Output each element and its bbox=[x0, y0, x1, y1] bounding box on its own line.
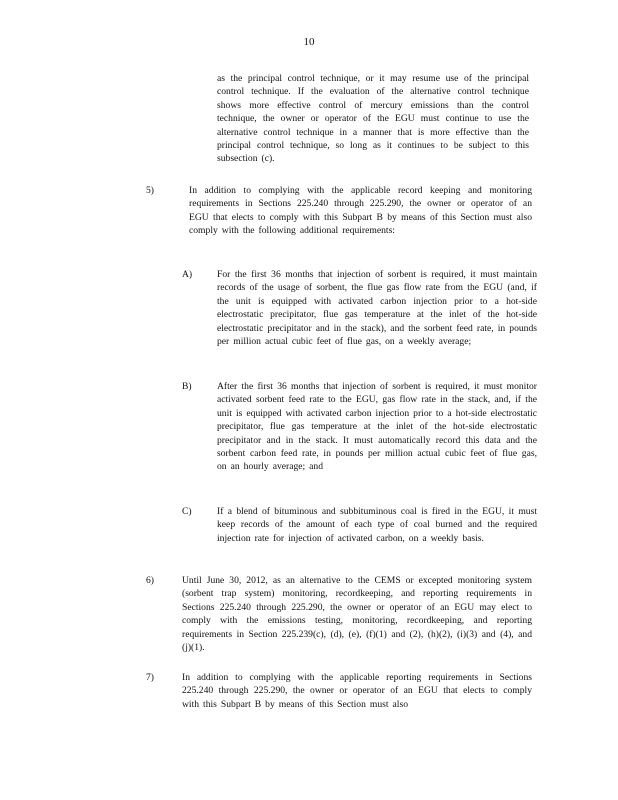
item-text: In addition to complying with the applicable reporting requirements in Sections 225.240 through 225.290, the owner or operator of an EGU that elects to comply with this Subpart B by means of this Section must also bbox=[182, 672, 532, 710]
item-label: 5) bbox=[146, 185, 154, 196]
subitem-label: B) bbox=[182, 381, 192, 392]
item-text: Until June 30, 2012, as an alternative to the CEMS or excepted monitoring system (sorbent trap system) monitoring, recordkeeping, and reporting requirements in Sections 225.240 through 225.290, the owner or operator of an EGU may elect to comply with the emissions testing, monitoring, recordkeeping, and reporting requirements in Section 225.239(c), (d), (e), (f)(1) and (2), (h)(2), (i)(3) and (4), and (j)(1). bbox=[182, 575, 532, 654]
item-text: In addition to complying with the applicable record keeping and monitoring requirements in Sections 225.240 through 225.290, the owner or operator of an EGU that elects to comply with this Subpart B by means of this Section must also comply with the following additional requirements: bbox=[189, 185, 532, 237]
subitem-text: If a blend of bituminous and subbituminous coal is fired in the EGU, it must keep records of the amount of each type of coal burned and the required injection rate for injection of activated carbon, on a weekly basis. bbox=[217, 506, 537, 544]
item-label: 6) bbox=[146, 575, 154, 586]
subitem-label: A) bbox=[182, 269, 193, 280]
subitem-label: C) bbox=[182, 506, 192, 517]
page-number: 10 bbox=[303, 36, 315, 48]
item-label: 7) bbox=[146, 672, 154, 683]
subitem-text: For the first 36 months that injection of sorbent is required, it must maintain records of the usage of sorbent, the flue gas flow rate from the EGU (and, if the unit is equipped with activated carbon injection prior to a hot-side electrostatic precipitator, flue gas temperature at the inlet of the hot-side electrostatic precipitator and in the stack), and the sorbent feed rate, in pounds per million actual cubic feet of flue gas, on a weekly average; bbox=[217, 269, 537, 348]
subitem-text: After the first 36 months that injection of sorbent is required, it must monitor activated sorbent feed rate to the EGU, gas flow rate in the stack, and, if the unit is equipped with activated carbon injection prior to a hot-side electrostatic precipitator, flue gas temperature at the inlet of the hot-side electrostatic precipitator and in the stack. It must automatically record this data and the sorbent carbon feed rate, in pounds per million actual cubic feet of flue gas, on an hourly average; and bbox=[217, 381, 537, 473]
continuation-paragraph: as the principal control technique, or it may resume use of the principal control technique. If the evaluation of the alternative control technique shows more effective control of mercury emissions than the control technique, the owner or operator of the EGU must continue to use the alternative control technique in a manner that is more effective than the principal control technique, so long as it continues to be subject to this subsection (c). bbox=[217, 73, 529, 165]
